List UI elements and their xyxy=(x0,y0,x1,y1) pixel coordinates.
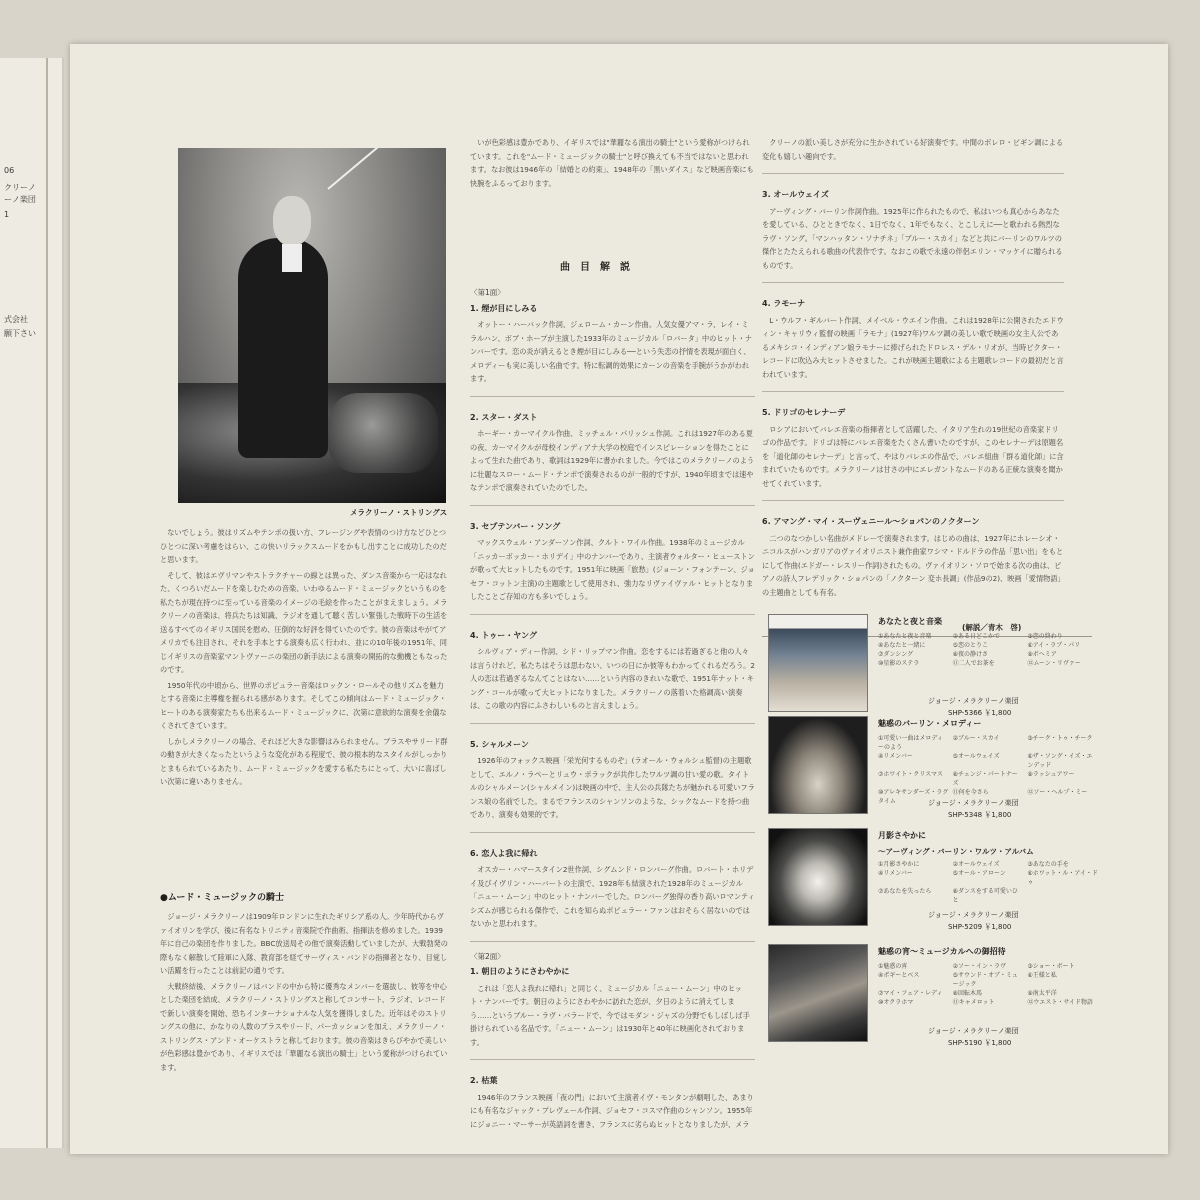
song-text: L・ウルフ・ギルバート作詞、メイベル・ウエイン作曲。これは1928年に公開されたエドウィン・キャリウィ監督の映画「ラモナ」(1927年)ワルツ調の美しい歌で映画の女主人公であるメキシコ・インディアン娘ラモナーに捧げられたドロレス・デル・リオが、当時ビクター・レコードに吹込み大ヒットさせました。これが映画主題歌による主題歌レコードの最初だと言われています。 xyxy=(762,315,1064,379)
track: ⑧チェンジ・パートナーズ xyxy=(952,771,1018,787)
album-artist: ジョージ・メラクリーノ楽団 xyxy=(928,799,1019,807)
right-column xyxy=(762,136,1064,626)
sleeve-text-4: 1 xyxy=(4,210,10,219)
song-heading: 1. 煙が目にしみる xyxy=(470,303,538,313)
track: ⑪何を今さら xyxy=(952,789,989,796)
sleeve-edge xyxy=(0,58,64,1148)
album-cover xyxy=(768,614,868,712)
sleeve-text-2: クリーノ xyxy=(4,183,36,192)
sleeve-text-3: ーノ楽団 xyxy=(4,195,36,204)
track: ①可愛い一曲はメロディーのよう xyxy=(878,735,943,751)
middle-column xyxy=(470,278,755,1128)
song-heading: 3. オールウェイズ xyxy=(762,190,829,199)
track: ③恋の終わり xyxy=(1027,633,1063,640)
track: ⑩アレキサンダーズ・ラグタイム xyxy=(878,789,949,805)
commentary-credit: (解説／青木 啓) xyxy=(962,623,1022,632)
track: ⑧夜の静けさ xyxy=(952,651,989,658)
song-text: マックスウェル・アンダーソン作詞、クルト・ワイル作曲。1938年のミュージカル「ニッカーボッカー・ホリデイ」中のナンバーであり、主演者ウォルター・ヒューストンが歌って大ヒットしたものです。1951年に映画「旅愁」(ジョーン・フォンテーン、ジョセフ・コットン主演)の主題歌として使用され、強力なリヴァイヴァル・ヒットとなりましたことご存知の方も多いでしょう。 xyxy=(470,538,755,601)
song-heading: 6. 恋人よ我に帰れ xyxy=(470,848,538,858)
track: ⑨南太平洋 xyxy=(1027,990,1057,997)
song-text: 1926年のフォックス映画「栄光何するものぞ」(ラオール・ウォルシュ監督)の主題歌として、エルノ・ラペーとリュウ・ポラックが共作したワルツ調の甘い愛の歌。タイトルのシャルメーン(シャルメイン)は映画の中で、主人公の兵隊たちが魅かれる可愛いフランス娘の名前でした。まるでフランスのシャンソンのような、シックなムードを持つ曲であり、演奏も効果的です。 xyxy=(470,756,755,819)
paragraph: クリーノの派い美しさが充分に生かされている好演奏です。中間のボレロ・ビギン調による変化も嬉しい趣向です。 xyxy=(762,138,1064,161)
track: ⑤オールウェイズ xyxy=(952,753,1000,760)
track: ⑦あなたを失ったら xyxy=(878,888,932,895)
track-list xyxy=(878,734,1098,806)
track: ⑤恋のとりこ xyxy=(952,642,989,649)
track-notes-title: 曲目解説 xyxy=(560,262,640,273)
album-title: あなたと夜と音楽 xyxy=(878,617,942,626)
album-artist: ジョージ・メラクリーノ楽団 xyxy=(928,911,1019,919)
divider xyxy=(470,505,755,506)
track: ②ある日どこかで xyxy=(952,633,1001,640)
track: ③チーク・トゥ・チーク xyxy=(1027,735,1093,742)
paragraph: そして、彼はエヴリマンやストラクチャーの線とは異った、ダンス音楽から一応はなれた、くつろいだムードを楽しむための音楽、いわゆるムード・ミュージックというものを私たちが現在持つに至っている音楽のイメージの毛絵を作ったことがまえましょう。メラクリーノの音楽は、将兵たちは知識、ラジオを通して聴く苦しい緊張した戦時下の生活を送るすべてのイギリス国民を慰め、圧倒的な好評を得ていたのです。彼の音楽はやがてアメリカでも注目され、それを手本とする演奏も広く行われ、並にの10年後の1951年、同じイギリスの音楽家マントヴァーニの楽団の新手法による演奏の開拓的な動機ともなったのです。 xyxy=(160,570,448,674)
track: ⑤サウンド・オブ・ミュージック xyxy=(952,972,1018,988)
track: ⑫ムーン・リヴァー xyxy=(1027,660,1081,667)
divider xyxy=(762,282,1064,283)
album-ad xyxy=(768,614,1098,717)
track: ④リメンバー xyxy=(878,870,913,877)
song-text: ロシアにおいてバレエ音楽の指揮者として活躍した、イタリア生れの19世紀の音楽家ドリゴの作品です。ドリゴは特にバレエ音楽をたくさん書いたのですが、このセレナーデは原題名を「道化師のセレナーデ」と言って、やはりバレエの作品で、バレエ組曲「群る道化師」に含まれていたものです。メラクリーノは甘さの中にエレガントなムードのある正統な演奏を聞かせてくれています。 xyxy=(762,424,1064,488)
track: ⑥ホワット・ル・アイ・ドゥ xyxy=(1027,870,1098,886)
divider xyxy=(762,500,1064,501)
paragraph: しかしメラクリーノの場合、それほど大きな影響はみられません。ブラスやサリード群の動きが大きくなったというような変化がある程度で、彼の根本的なスタイルがしっかりとまもられているあたり、ムード・ミュージックを愛する私たちにとって、大いに喜ばしい次第に違いありません。 xyxy=(160,736,448,786)
album-title: 魅惑の宵～ミュージカルへの御招待 xyxy=(878,947,1006,956)
track-list xyxy=(878,860,1098,905)
track: ③ショー・ボート xyxy=(1027,963,1075,970)
track: ④あなたと一緒に xyxy=(878,642,926,649)
track: ②ブルー・スカイ xyxy=(952,735,1000,742)
track: ⑪二人でお茶を xyxy=(952,660,995,667)
track: ⑫ソー・ヘルプ・ミー xyxy=(1027,789,1088,796)
paragraph: 大戦終結後、メラクリーノはバンドの中から特に優秀なメンバーを選抜し、彼等を中心とした楽団を結成、メラクリーノ・ストリングスと称してコンサート、ラジオ、レコードで新しい演奏を開始、恐ちインターナショナルな人気を獲得しました。近年はそのストリングスの他に、かなりの人数のブラスやリード、パーカッションを加え、メラクリーノ・ストリングス・アンド・オーケストラと称しております。彼の音楽はきらびやかで美しいが色彩感は豊かであり、イギリスでは「華麗なる演出の騎士」という愛称がつけられています。 xyxy=(160,981,448,1072)
divider xyxy=(762,173,1064,174)
song-text: 1946年のフランス映画「夜の門」において主演者イヴ・モンタンが劇唱した、あまりにも有名なジャック・プレヴェール作詞、ジョセフ・コスマ作曲のシャンソン。1955年にジョニー・マーサーが英語詞を書き、フランスに劣らぬヒットとなりましたが、メラ xyxy=(470,1092,754,1128)
song-text: 二つのなつかしい名曲がメドレーで演奏されます。はじめの曲は、1927年にホレーシオ・ニコルスがハンガリアのヴァイオリニスト兼作曲家ワシマ・ドルドラの作品「思い出」をもとにして作曲(エドガー・レスリー作詞)されたもの。ヴァイオリン・ソロで始まる次の曲は、ピアノの詩人フレデリック・ショパンの「ノクターン 変ホ長調」(作品9の2)、映画「愛情物語」の主題曲としても有名。 xyxy=(762,533,1064,597)
conductor-photo xyxy=(178,148,446,503)
paragraph: ジョージ・メラクリーノは1909年ロンドンに生れたギリシア系の人。少年時代からヴァイオリンを学び、後に有名なトリニティ音楽院で作曲術、指揮法を修めました。1939年に自己の楽団を作りました。BBC放送局その他で演奏活動していましたが、大戦勃発の際もなく解散して陸軍に入隊、教育部を経てサーヴィス・バンドの指揮者となり、目覚しい活躍を行ったことは前記の通りです。 xyxy=(160,912,448,975)
photo-caption: メラクリーノ・ストリングス xyxy=(350,508,448,517)
album-cover xyxy=(768,944,868,1042)
track: ②オールウェイズ xyxy=(952,861,1000,868)
track: ③あなたの手を xyxy=(1027,861,1069,868)
track: ⑪キャメロット xyxy=(952,999,995,1006)
section-heading: ●ムード・ミュージックの騎士 xyxy=(160,893,285,903)
middle-column-intro xyxy=(470,136,755,192)
song-text: これは「恋人よ我れに帰れ」と同じく、ミュージカル「ニュー・ムーン」中のヒット・ナンバーです。朝日のようにさわやかに訪れた恋が、夕日のように消えてしまう……というブルー・ラヴ・バラードで、今ではモダン・ジャズの分野でもしばしば手掛けられている名品です。「ニュー・ムーン」は1930年と40年に映画化されております。 xyxy=(470,983,750,1047)
album-artist: ジョージ・メラクリーノ楽団 xyxy=(928,1027,1019,1035)
track: ⑨ボヘミア xyxy=(1027,651,1057,658)
song-heading: 6. アマング・マイ・スーヴェニール～ショパンのノクターン xyxy=(762,517,980,526)
album-ad xyxy=(768,716,1098,819)
track: ⑩オクラホマ xyxy=(878,999,914,1006)
track: ⑨ラッシュアワー xyxy=(1027,771,1075,778)
divider xyxy=(470,396,755,397)
track: ⑩星影のステラ xyxy=(878,660,920,667)
track: ①月影さやかに xyxy=(878,861,920,868)
track: ①魅惑の宵 xyxy=(878,963,908,970)
track: ⑥王様と私 xyxy=(1027,972,1057,979)
album-subtitle: ～アーヴィング・バーリン・ワルツ・アルバム xyxy=(878,847,1034,856)
divider xyxy=(470,1059,755,1060)
track: ⑧回転木馬 xyxy=(952,990,983,997)
song-text: アーヴィング・バーリン作詞作曲。1925年に作られたもので、私はいつも真心からあなたを愛している、ひとときでなく、1日でなく、1年でもなく、とこしえに──と歌われる熱烈なラヴ・ソング。「マンハッタン・ソナチネ」「ブルー・スカイ」などと共にバーリンのワルツの傑作とたたえられる歌曲の代表作です。なおこの歌で永遠の伴侶エリン・マッケイに贈られるものです。 xyxy=(762,206,1063,270)
sleeve-text-6: 願下さい xyxy=(4,329,36,338)
paragraph: いが色彩感は豊かであり、イギリスでは"華麗なる演出の騎士"という愛称がつけられています。これを"ムード・ミュージックの騎士"と呼び換えても不当ではないと思われます。なお彼は1946年の「結婚との約束」、1948年の「黒いダイス」など映画音楽にも快腕をふるっております。 xyxy=(470,138,754,188)
song-heading: 5. ドリゴのセレナーデ xyxy=(762,408,846,417)
album-title: 月影さやかに xyxy=(878,831,926,840)
track: ⑥ザ・ソング・イズ・エンデッド xyxy=(1027,753,1093,769)
divider xyxy=(470,614,755,615)
liner-notes-page xyxy=(70,44,1168,1154)
song-text: オットー・ハーバック作詞、ジェローム・カーン作曲。人気女優アマ・ラ、レイ・ミラルハン、ボブ・ホープが主演した1933年のミュージカル「ロバータ」中のヒット・ナンバーです。恋の炎が消えるとき煙が目にしみる──という失恋の抒情を表現が面白く、メロディーも実に美しい名曲です。特に転調的効果にカーンの音楽を手腕がうかがわれます。 xyxy=(470,320,753,383)
track-list xyxy=(878,632,1098,668)
sleeve-fold xyxy=(46,58,48,1148)
song-heading: 1. 朝日のようにさわやかに xyxy=(470,967,570,976)
track: ⑦ホワイト・クリスマス xyxy=(878,771,943,778)
divider xyxy=(470,832,755,833)
track: ④ポギーとベス xyxy=(878,972,920,979)
track-list xyxy=(878,962,1098,1007)
side-1-label: 〈第1面〉 xyxy=(470,288,505,297)
song-heading: 5. シャルメーン xyxy=(470,739,529,749)
song-text: ホーギー・カーマイクル作曲、ミッチェル・パリッシュ作詞。これは1927年のある夏の夜、カーマイクルが母校インディアナ大学の校庭でインスピレーションを得たことによって生れた曲であり、歌詞は1929年に書かれました。今ではこのメラクリーノのように壮麗なスロー・ムード・テンポで演奏されるのが一般的ですが、1940年頃までは速やなテンポで演奏されていたのでした。 xyxy=(470,429,755,492)
track: ⑦マイ・フェア・レディ xyxy=(878,990,943,997)
song-heading: 3. セプテンバー・ソング xyxy=(470,521,561,531)
album-title: 魅惑のバーリン・メロディー xyxy=(878,719,982,728)
album-ad xyxy=(768,944,1098,1047)
side-2-label: 〈第2面〉 xyxy=(470,951,505,961)
divider xyxy=(470,723,755,724)
song-text: オスカー・ハマースタイン2世作詞、シグムンド・ロンバーグ作曲。ロバート・ホリデイ及びイヴリン・ハーバートの主演で、1928年も結演された1928年のミュージカル「ニュー・ムーン」中のヒット・ナンバーでした。ロンバーグ独得の香り高いロマンティシズムが感じられる傑作で、これを知らぬポピュラー・ファンはおそらく居ないのではないかと思われます。 xyxy=(470,865,755,928)
paragraph: ないでしょう。彼はリズムやテンポの扱い方、フレージングや表情のつけ方などひとつひとつに深い考慮をはらい、この快いリラックスムードをかもし出すことに成功したのだと思います。 xyxy=(160,528,447,564)
paragraph: 1950年代の中頃から、世界のポピュラー音楽はロックン・ロールその他リズムを魅力とする音楽に主導権を握られる感があります。そしてこの傾向はムード・ミュージック・ヒートのある演奏家たちも出来るムード・ミュージックに、次第に意欲的な演奏を余儀なくされてきています。 xyxy=(160,680,447,730)
album-catalog: SHP-5209 ￥1,800 xyxy=(948,923,1012,931)
album-ad xyxy=(768,828,1098,931)
album-catalog: SHP-5190 ￥1,800 xyxy=(948,1039,1012,1047)
track: ⑫ウエスト・サイド物語 xyxy=(1027,999,1093,1006)
album-artist: ジョージ・メラクリーノ楽団 xyxy=(928,697,1019,705)
sleeve-text-5: 式会社 xyxy=(4,315,28,324)
album-catalog: SHP-5366 ￥1,800 xyxy=(948,709,1012,717)
divider xyxy=(470,941,755,942)
track: ⑥アイ・ラブ・パリ xyxy=(1027,642,1081,649)
divider xyxy=(762,391,1064,392)
song-heading: 2. スター・ダスト xyxy=(470,412,538,422)
track: ④リメンバー xyxy=(878,753,913,760)
song-heading: 2. 枯葉 xyxy=(470,1076,498,1085)
track: ⑧ダンスをする可愛いひと xyxy=(952,888,1018,904)
track: ⑤オール・アローン xyxy=(952,870,1006,877)
song-heading: 4. ラモーナ xyxy=(762,299,806,308)
track: ①あなたと夜と音楽 xyxy=(878,633,932,640)
sleeve-text-1: 06 xyxy=(4,166,15,175)
left-column-lower xyxy=(160,910,450,1076)
left-column xyxy=(160,526,450,791)
song-text: シルヴィア・ディー作詞、シド・リップマン作曲。恋をするには若過ぎると他の人々は言うけれど、私たちはそうは思わない、いつの日にか彼等もわかってくれるだろう。2人の恋は若過ぎるなんてことはない……という内容のきれいな歌で、1951年ナット・キング・コールが歌って大ヒットになりました。メラクリーノの落着いた格調高い演奏は、この歌の内容にふさわしいものと言えましょう。 xyxy=(470,647,755,710)
album-cover xyxy=(768,716,868,814)
album-catalog: SHP-5348 ￥1,800 xyxy=(948,811,1012,819)
album-cover xyxy=(768,828,868,926)
track: ②ソー・イン・ラヴ xyxy=(952,963,1007,970)
track: ⑦ダンシング xyxy=(878,651,914,658)
song-heading: 4. トゥー・ヤング xyxy=(470,630,537,640)
